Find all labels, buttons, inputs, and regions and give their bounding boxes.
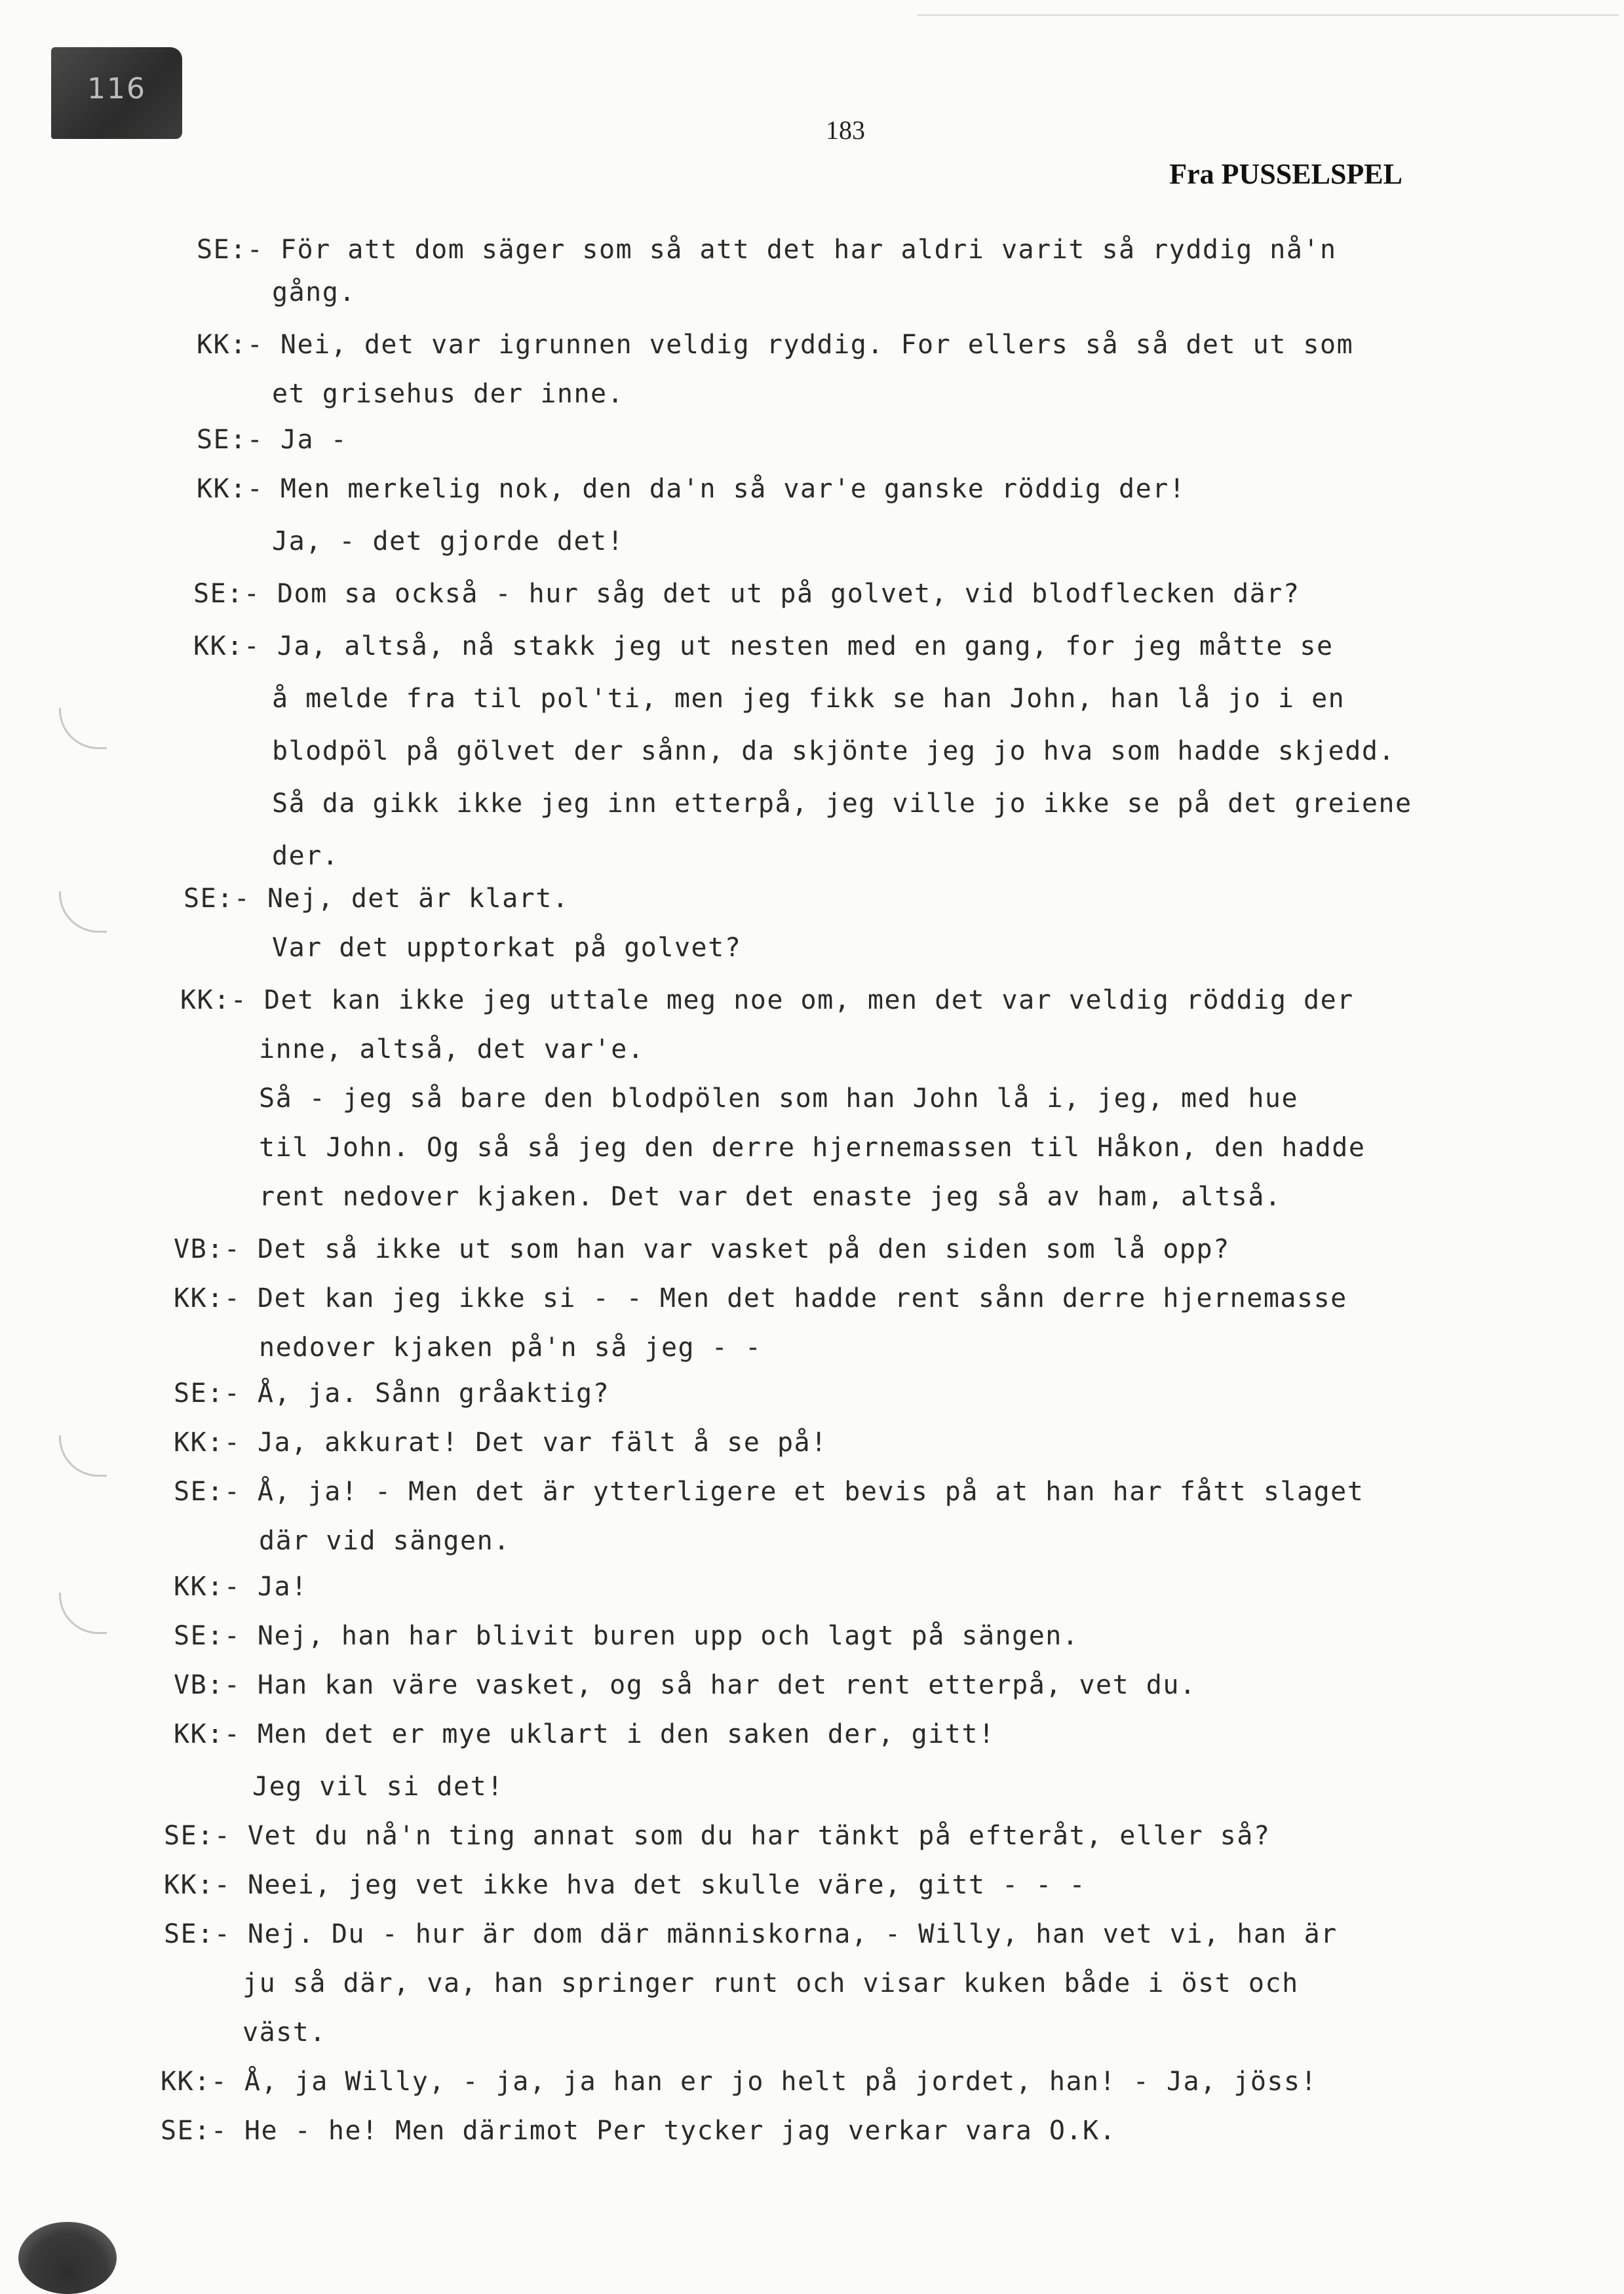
transcript-line bbox=[259, 1331, 762, 1365]
line-text: Ja! bbox=[257, 1572, 308, 1602]
speaker-label: KK:- bbox=[193, 631, 261, 661]
line-text: Det kan jeg ikke si - - Men det hadde rent sånn derre hjernemasse bbox=[257, 1283, 1347, 1313]
line-text: där vid sängen. bbox=[259, 1526, 511, 1556]
line-text: Var det upptorkat på golvet? bbox=[272, 933, 742, 963]
transcript-line bbox=[272, 275, 356, 309]
line-text: til John. Og så så jeg den derre hjernemassen til Håkon, den hadde bbox=[259, 1133, 1366, 1163]
transcript-line bbox=[193, 629, 1334, 663]
transcript-line bbox=[174, 1717, 996, 1751]
speaker-label: SE:- bbox=[193, 579, 261, 609]
transcript-line bbox=[272, 931, 741, 965]
transcript-line bbox=[164, 1917, 1338, 1951]
archive-stamp bbox=[51, 47, 182, 139]
punch-hole-mark bbox=[59, 708, 107, 749]
speaker-label: SE:- bbox=[161, 2116, 228, 2146]
speaker-label: KK:- bbox=[174, 1428, 241, 1458]
line-text: inne, altså, det var'e. bbox=[259, 1034, 645, 1064]
line-text: ju så där, va, han springer runt och visar kuken både i öst och bbox=[242, 1968, 1299, 1998]
transcript-line bbox=[272, 682, 1345, 716]
transcript-line bbox=[193, 577, 1300, 611]
page-number: 183 bbox=[826, 115, 865, 145]
speaker-label: SE:- bbox=[174, 1621, 241, 1651]
line-text: Å, ja Willy, - ja, ja han er jo helt på jordet, han! - Ja, jöss! bbox=[244, 2067, 1318, 2097]
speaker-label: VB:- bbox=[174, 1234, 241, 1264]
line-text: Det så ikke ut som han var vasket på den siden som lå opp? bbox=[257, 1234, 1230, 1264]
transcript-line bbox=[259, 1131, 1365, 1165]
speaker-label: KK:- bbox=[180, 985, 248, 1015]
speaker-label: SE:- bbox=[164, 1821, 231, 1851]
transcript-line bbox=[174, 1619, 1079, 1653]
line-text: nedover kjaken på'n så jeg - - bbox=[259, 1332, 762, 1363]
speaker-label: KK:- bbox=[161, 2067, 228, 2097]
transcript-line bbox=[164, 1868, 1086, 1902]
line-text: rent nedover kjaken. Det var det enaste jeg så av ham, altså. bbox=[259, 1182, 1282, 1212]
punch-hole-mark bbox=[59, 1593, 107, 1634]
line-text: Ja - bbox=[280, 425, 348, 455]
transcript-line bbox=[197, 423, 347, 457]
line-text: å melde fra til pol'ti, men jeg fikk se han John, han lå jo i en bbox=[272, 684, 1345, 714]
speaker-label: SE:- bbox=[164, 1919, 231, 1949]
line-text: Nei, det var igrunnen veldig ryddig. For ellers så så det ut som bbox=[280, 330, 1354, 360]
line-text: Dom sa också - hur såg det ut på golvet, vid blodflecken där? bbox=[277, 579, 1300, 609]
transcript-line bbox=[259, 1081, 1298, 1116]
line-text: der. bbox=[272, 841, 339, 871]
stamp-number: 116 bbox=[87, 72, 146, 106]
line-text: Å, ja. Sånn gråaktig? bbox=[257, 1378, 610, 1409]
line-text: Jeg vil si det! bbox=[252, 1772, 504, 1802]
line-text: Det kan ikke jeg uttale meg noe om, men det var veldig röddig der bbox=[263, 985, 1354, 1015]
line-text: He - he! Men därimot Per tycker jag verkar vara O.K. bbox=[244, 2116, 1117, 2146]
transcript-line bbox=[252, 1770, 504, 1804]
transcript-line bbox=[184, 882, 569, 916]
transcript-line bbox=[161, 2114, 1116, 2148]
transcript-line bbox=[174, 1232, 1230, 1266]
line-text: Nej, det är klart. bbox=[267, 884, 570, 914]
line-text: gång. bbox=[272, 277, 356, 307]
transcript-line bbox=[174, 1570, 308, 1604]
punch-hole-mark bbox=[59, 891, 107, 933]
line-text: Så - jeg så bare den blodpölen som han John lå i, jeg, med hue bbox=[259, 1083, 1299, 1114]
speaker-label: VB:- bbox=[174, 1670, 241, 1700]
speaker-label: KK:- bbox=[174, 1283, 241, 1313]
transcript-line bbox=[259, 1180, 1282, 1214]
transcript-line bbox=[174, 1426, 828, 1460]
transcript-line bbox=[161, 2065, 1317, 2099]
transcript-line bbox=[174, 1281, 1347, 1315]
speaker-label: KK:- bbox=[174, 1719, 241, 1749]
line-text: Men det er mye uklart i den saken der, gitt! bbox=[257, 1719, 996, 1749]
transcript-line bbox=[242, 2015, 326, 2050]
speaker-label: KK:- bbox=[197, 474, 264, 504]
line-text: Vet du nå'n ting annat som du har tänkt på efteråt, eller så? bbox=[247, 1821, 1271, 1851]
speaker-label: KK:- bbox=[164, 1870, 231, 1900]
transcript-line bbox=[174, 1475, 1364, 1509]
transcript-line bbox=[272, 524, 624, 558]
transcript-line bbox=[197, 328, 1353, 362]
line-text: Ja, altså, nå stakk jeg ut nesten med en gang, for jeg måtte se bbox=[277, 631, 1334, 661]
line-text: et grisehus der inne. bbox=[272, 379, 625, 409]
transcript-line bbox=[272, 377, 624, 411]
transcript-line bbox=[272, 734, 1395, 768]
line-text: Ja, - det gjorde det! bbox=[272, 526, 625, 556]
transcript-line bbox=[272, 787, 1412, 821]
speaker-label: SE:- bbox=[174, 1378, 241, 1409]
line-text: Han kan väre vasket, og så har det rent etterpå, vet du. bbox=[257, 1670, 1197, 1700]
transcript-line bbox=[272, 839, 339, 873]
speaker-label: SE:- bbox=[184, 884, 251, 914]
speaker-label: KK:- bbox=[174, 1572, 241, 1602]
line-text: Så da gikk ikke jeg inn etterpå, jeg ville jo ikke se på det greiene bbox=[272, 788, 1412, 819]
line-text: väst. bbox=[242, 2017, 326, 2048]
transcript-line bbox=[259, 1524, 511, 1558]
line-text: För att dom säger som så att det har aldri varit så ryddig nå'n bbox=[280, 235, 1337, 265]
line-text: Å, ja! - Men det är ytterligere et bevis på at han har fått slaget bbox=[257, 1477, 1364, 1507]
line-text: Men merkelig nok, den da'n så var'e ganske röddig der! bbox=[280, 474, 1186, 504]
transcript-line bbox=[259, 1032, 644, 1066]
line-text: Nej. Du - hur är dom där människorna, - Willy, han vet vi, han är bbox=[247, 1919, 1338, 1949]
line-text: Nej, han har blivit buren upp och lagt på sängen. bbox=[257, 1621, 1079, 1651]
transcript-line bbox=[164, 1819, 1270, 1853]
line-text: Ja, akkurat! Det var fält å se på! bbox=[257, 1428, 828, 1458]
transcript-line bbox=[242, 1966, 1299, 2000]
line-text: Neei, jeg vet ikke hva det skulle väre, gitt - - - bbox=[247, 1870, 1087, 1900]
transcript-line bbox=[197, 472, 1186, 506]
speaker-label: KK:- bbox=[197, 330, 264, 360]
corner-stain bbox=[18, 2222, 117, 2294]
transcript-line bbox=[174, 1376, 609, 1410]
line-text: blodpöl på gölvet der sånn, da skjönte jeg jo hva som hadde skjedd. bbox=[272, 736, 1395, 766]
transcript-line bbox=[180, 983, 1354, 1017]
header-title: Fra PUSSELSPEL bbox=[1169, 158, 1402, 190]
transcript-line bbox=[174, 1668, 1197, 1702]
speaker-label: SE:- bbox=[174, 1477, 241, 1507]
speaker-label: SE:- bbox=[197, 425, 264, 455]
speaker-label: SE:- bbox=[197, 235, 264, 265]
punch-hole-mark bbox=[59, 1435, 107, 1477]
transcript-line bbox=[197, 233, 1337, 267]
top-rule bbox=[918, 14, 1619, 16]
